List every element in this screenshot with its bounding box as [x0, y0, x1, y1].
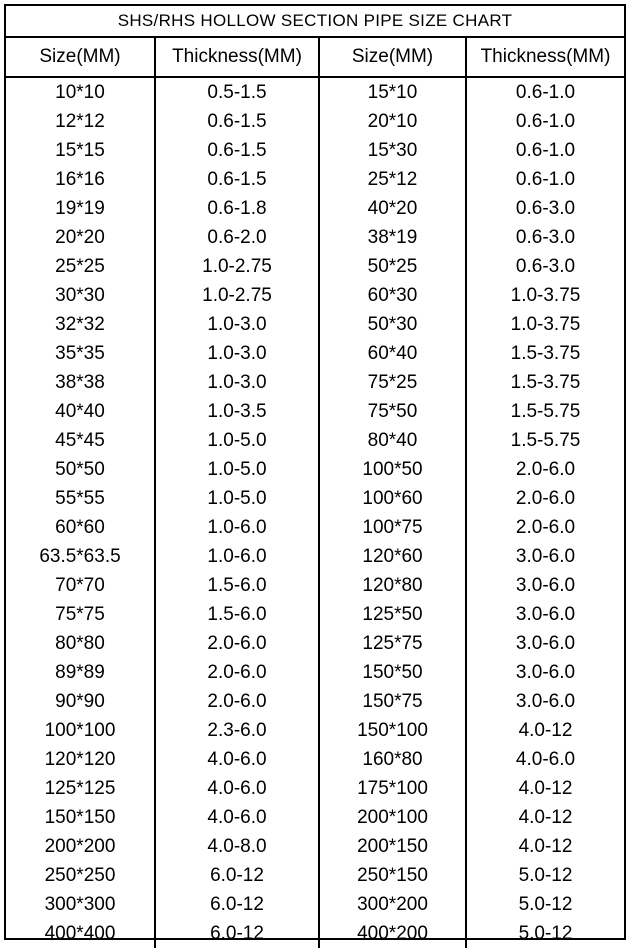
table-row [6, 774, 624, 803]
cell-thickness-2: 3.0-6.0 [515, 633, 576, 654]
cell-size-1: 45*45 [6, 426, 156, 455]
cell-thickness-2: 3.0-6.0 [515, 691, 576, 712]
table-row [6, 339, 624, 368]
cell-thickness-2: 1.0-3.75 [510, 285, 581, 306]
table-row [6, 803, 624, 832]
table-row [6, 252, 624, 281]
cell-thickness-1: 1.0-3.0 [156, 368, 320, 397]
cell-size-1: 55*55 [6, 484, 156, 513]
cell-thickness-1: 1.0-3.0 [156, 310, 320, 339]
cell-thickness-1: 1.0-2.75 [156, 252, 320, 281]
cell-size-1: 63.5*63.5 [6, 542, 156, 571]
table-row [6, 861, 624, 890]
cell-thickness-1: 1.0-2.75 [156, 281, 320, 310]
table-body [6, 78, 624, 948]
cell-thickness-1: 0.6-1.8 [156, 194, 320, 223]
cell-size-2: 60*40 [320, 339, 467, 368]
table-row [6, 571, 624, 600]
cell-thickness-2: 0.6-1.0 [515, 111, 576, 132]
cell-size-1: 200*200 [6, 832, 156, 861]
cell-thickness-1: 0.6-1.5 [156, 136, 320, 165]
cell-thickness-2: 2.0-6.0 [515, 459, 576, 480]
cell-size-1: 150*150 [6, 803, 156, 832]
table-row [6, 542, 624, 571]
cell-thickness-1: 4.0-6.0 [156, 774, 320, 803]
table-row [6, 310, 624, 339]
cell-size-2: 125*50 [320, 600, 467, 629]
cell-size-2: 15*10 [320, 78, 467, 107]
cell-thickness-1: 2.0-6.0 [156, 658, 320, 687]
cell-thickness-2: 4.0-12 [518, 720, 573, 741]
cell-size-2: 200*100 [320, 803, 467, 832]
cell-size-1: 15*15 [6, 136, 156, 165]
cell-size-1: 12*12 [6, 107, 156, 136]
cell-thickness-1: 4.0-8.0 [156, 832, 320, 861]
table-row [6, 397, 624, 426]
cell-thickness-1: 2.0-6.0 [156, 687, 320, 716]
table-row [6, 223, 624, 252]
cell-size-2: 75*50 [320, 397, 467, 426]
cell-size-1: 10*10 [6, 78, 156, 107]
cell-thickness-1: 6.0-12 [156, 861, 320, 890]
cell-thickness-2: 5.0-12 [518, 923, 573, 944]
cell-size-1: 30*30 [6, 281, 156, 310]
table-row [6, 368, 624, 397]
table-row [6, 136, 624, 165]
table-row [6, 426, 624, 455]
cell-thickness-2: 2.0-6.0 [515, 488, 576, 509]
cell-size-2: 150*100 [320, 716, 467, 745]
table-row [6, 745, 624, 774]
cell-size-1: 75*75 [6, 600, 156, 629]
cell-size-2: 150*75 [320, 687, 467, 716]
cell-size-2: 125*75 [320, 629, 467, 658]
cell-size-2: 120*80 [320, 571, 467, 600]
cell-size-1: 400*400 [6, 919, 156, 948]
cell-thickness-2: 3.0-6.0 [515, 546, 576, 567]
table-row [6, 658, 624, 687]
cell-thickness-2: 1.5-5.75 [510, 430, 581, 451]
cell-thickness-1: 1.5-6.0 [156, 600, 320, 629]
cell-thickness-2: 4.0-12 [518, 836, 573, 857]
cell-thickness-1: 4.0-6.0 [156, 803, 320, 832]
cell-thickness-1: 0.6-2.0 [156, 223, 320, 252]
cell-size-1: 40*40 [6, 397, 156, 426]
cell-size-2: 100*60 [320, 484, 467, 513]
cell-size-1: 125*125 [6, 774, 156, 803]
cell-thickness-2: 5.0-12 [518, 865, 573, 886]
cell-size-2: 25*12 [320, 165, 467, 194]
cell-size-1: 100*100 [6, 716, 156, 745]
cell-thickness-1: 0.6-1.5 [156, 107, 320, 136]
cell-size-2: 20*10 [320, 107, 467, 136]
cell-size-1: 19*19 [6, 194, 156, 223]
table-row [6, 455, 624, 484]
cell-thickness-2: 0.6-3.0 [515, 227, 576, 248]
cell-size-1: 89*89 [6, 658, 156, 687]
cell-thickness-1: 4.0-6.0 [156, 745, 320, 774]
cell-size-1: 90*90 [6, 687, 156, 716]
cell-size-2: 75*25 [320, 368, 467, 397]
cell-size-2: 400*200 [320, 919, 467, 948]
cell-size-2: 38*19 [320, 223, 467, 252]
cell-thickness-2: 1.5-5.75 [510, 401, 581, 422]
cell-thickness-1: 2.0-6.0 [156, 629, 320, 658]
table-row [6, 629, 624, 658]
header-size-1: Size(MM) [6, 38, 156, 76]
table-row [6, 600, 624, 629]
cell-size-2: 250*150 [320, 861, 467, 890]
cell-size-2: 15*30 [320, 136, 467, 165]
cell-size-2: 120*60 [320, 542, 467, 571]
cell-size-1: 60*60 [6, 513, 156, 542]
cell-size-2: 50*25 [320, 252, 467, 281]
cell-size-1: 120*120 [6, 745, 156, 774]
table-row [6, 716, 624, 745]
cell-thickness-2: 0.6-1.0 [515, 140, 576, 161]
cell-size-2: 100*75 [320, 513, 467, 542]
table-row [6, 107, 624, 136]
cell-thickness-1: 1.0-5.0 [156, 455, 320, 484]
cell-size-1: 80*80 [6, 629, 156, 658]
cell-size-2: 40*20 [320, 194, 467, 223]
cell-size-2: 200*150 [320, 832, 467, 861]
cell-size-1: 38*38 [6, 368, 156, 397]
table-row [6, 78, 624, 107]
cell-thickness-2: 1.5-3.75 [510, 372, 581, 393]
cell-thickness-2: 1.0-3.75 [510, 314, 581, 335]
cell-thickness-2: 0.6-3.0 [515, 256, 576, 277]
cell-thickness-1: 1.0-5.0 [156, 484, 320, 513]
cell-size-2: 80*40 [320, 426, 467, 455]
cell-thickness-1: 1.0-6.0 [156, 542, 320, 571]
cell-thickness-1: 2.3-6.0 [156, 716, 320, 745]
cell-thickness-2: 3.0-6.0 [515, 604, 576, 625]
cell-size-2: 150*50 [320, 658, 467, 687]
table-row [6, 513, 624, 542]
cell-thickness-2: 5.0-12 [518, 894, 573, 915]
cell-thickness-1: 1.0-3.5 [156, 397, 320, 426]
cell-size-2: 175*100 [320, 774, 467, 803]
cell-thickness-2: 2.0-6.0 [515, 517, 576, 538]
table-row [6, 484, 624, 513]
cell-thickness-2: 3.0-6.0 [515, 662, 576, 683]
table-row [6, 281, 624, 310]
cell-thickness-1: 1.0-3.0 [156, 339, 320, 368]
header-size-2: Size(MM) [320, 38, 467, 76]
cell-thickness-1: 0.6-1.5 [156, 165, 320, 194]
cell-size-1: 20*20 [6, 223, 156, 252]
cell-thickness-2: 0.6-1.0 [515, 82, 576, 103]
cell-thickness-1: 1.5-6.0 [156, 571, 320, 600]
table-row [6, 832, 624, 861]
cell-size-1: 32*32 [6, 310, 156, 339]
cell-size-1: 25*25 [6, 252, 156, 281]
cell-size-1: 300*300 [6, 890, 156, 919]
cell-thickness-1: 6.0-12 [156, 919, 320, 948]
cell-thickness-1: 1.0-6.0 [156, 513, 320, 542]
cell-thickness-2: 1.5-3.75 [510, 343, 581, 364]
cell-size-1: 70*70 [6, 571, 156, 600]
cell-size-1: 250*250 [6, 861, 156, 890]
table-row [6, 890, 624, 919]
cell-size-2: 300*200 [320, 890, 467, 919]
cell-size-2: 60*30 [320, 281, 467, 310]
cell-thickness-2: 0.6-1.0 [515, 169, 576, 190]
cell-thickness-2: 4.0-12 [518, 778, 573, 799]
cell-thickness-2: 4.0-12 [518, 807, 573, 828]
cell-thickness-2: 4.0-6.0 [515, 749, 576, 770]
cell-thickness-1: 1.0-5.0 [156, 426, 320, 455]
cell-size-1: 50*50 [6, 455, 156, 484]
header-thickness-2: Thickness(MM) [480, 46, 611, 67]
cell-size-2: 50*30 [320, 310, 467, 339]
table-row [6, 165, 624, 194]
chart-title: SHS/RHS HOLLOW SECTION PIPE SIZE CHART [6, 6, 624, 38]
header-thickness-1: Thickness(MM) [156, 38, 320, 76]
size-chart-table [4, 4, 626, 944]
cell-size-2: 100*50 [320, 455, 467, 484]
cell-thickness-1: 0.5-1.5 [156, 78, 320, 107]
cell-thickness-1: 6.0-12 [156, 890, 320, 919]
cell-size-1: 35*35 [6, 339, 156, 368]
cell-thickness-2: 0.6-3.0 [515, 198, 576, 219]
table-row [6, 687, 624, 716]
header-row [6, 38, 624, 78]
table-row [6, 194, 624, 223]
cell-size-2: 160*80 [320, 745, 467, 774]
cell-thickness-2: 3.0-6.0 [515, 575, 576, 596]
cell-size-1: 16*16 [6, 165, 156, 194]
